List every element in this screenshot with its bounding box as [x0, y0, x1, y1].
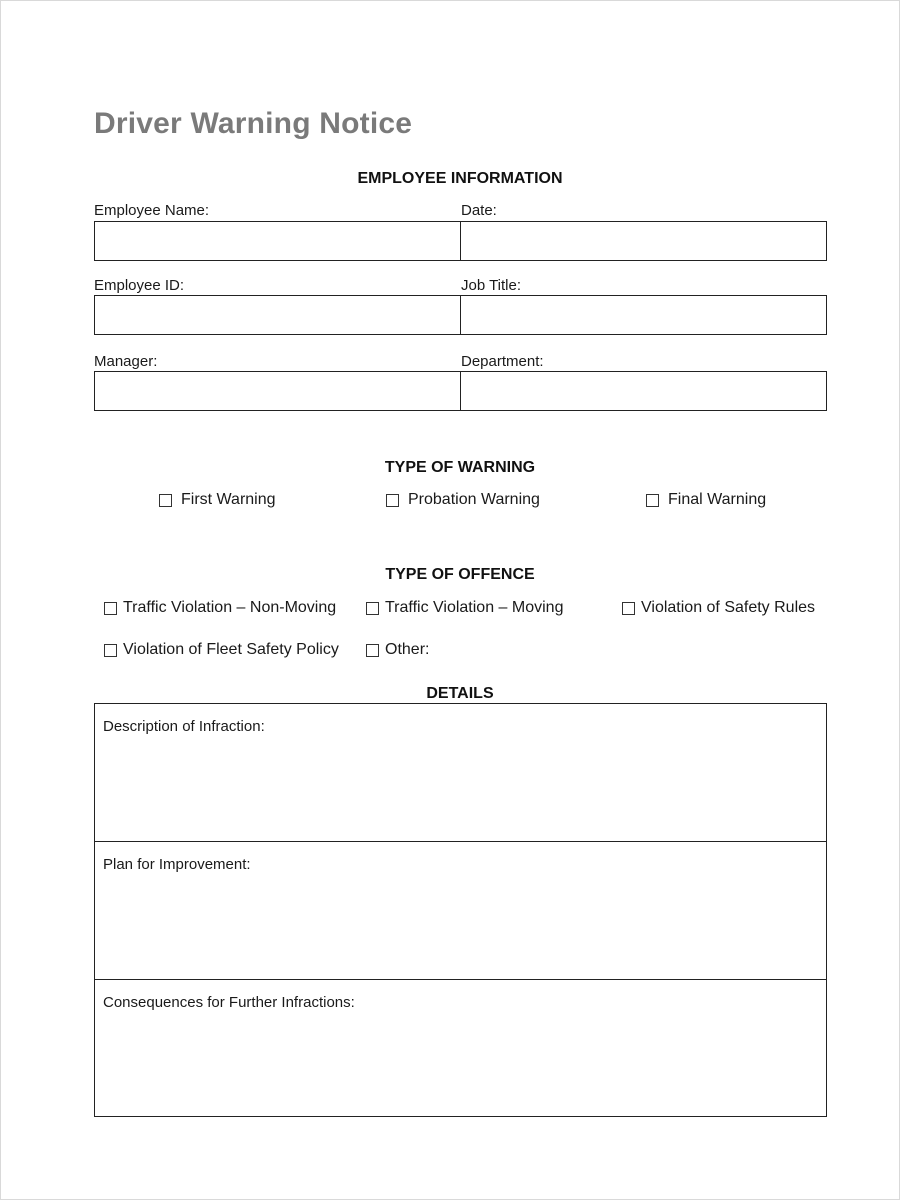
details-table — [94, 703, 827, 1117]
plan-for-improvement-label: Plan for Improvement: — [103, 856, 251, 873]
page-title: Driver Warning Notice — [94, 107, 413, 140]
plan-for-improvement-field[interactable] — [95, 842, 826, 980]
details-heading: DETAILS — [426, 685, 494, 702]
description-of-infraction-label: Description of Infraction: — [103, 718, 265, 735]
other-option[interactable] — [366, 641, 429, 659]
employee-id-label: Employee ID: — [94, 277, 185, 294]
traffic-moving-option[interactable] — [366, 599, 563, 617]
traffic-non-moving-option[interactable] — [104, 599, 336, 617]
employee-id-field[interactable] — [94, 295, 461, 335]
employee-name-field[interactable] — [94, 221, 461, 261]
probation-warning-label: Probation Warning — [408, 491, 540, 508]
manager-label: Manager: — [94, 353, 158, 370]
safety-rules-checkbox[interactable] — [622, 602, 635, 615]
traffic-moving-checkbox[interactable] — [366, 602, 379, 615]
final-warning-option[interactable] — [646, 491, 766, 509]
consequences-field[interactable] — [95, 980, 826, 1116]
final-warning-checkbox[interactable] — [646, 494, 659, 507]
description-of-infraction-field[interactable] — [95, 704, 826, 842]
manager-field[interactable] — [94, 371, 461, 411]
date-label: Date: — [461, 202, 497, 219]
first-warning-option[interactable] — [159, 491, 276, 509]
type-of-warning-heading: TYPE OF WARNING — [384, 459, 536, 476]
safety-rules-option[interactable] — [622, 599, 815, 617]
other-checkbox[interactable] — [366, 644, 379, 657]
department-field[interactable] — [460, 371, 828, 411]
department-label: Department: — [461, 353, 544, 370]
traffic-non-moving-checkbox[interactable] — [104, 602, 117, 615]
fleet-policy-checkbox[interactable] — [104, 644, 117, 657]
traffic-moving-label: Traffic Violation – Moving — [385, 599, 564, 616]
employee-information-heading: EMPLOYEE INFORMATION — [357, 170, 563, 187]
fleet-policy-label: Violation of Fleet Safety Policy — [123, 641, 339, 658]
other-label: Other: — [385, 641, 430, 658]
first-warning-checkbox[interactable] — [159, 494, 172, 507]
traffic-non-moving-label: Traffic Violation – Non-Moving — [123, 599, 337, 616]
probation-warning-option[interactable] — [386, 491, 540, 509]
fleet-policy-option[interactable] — [104, 641, 339, 659]
job-title-field[interactable] — [460, 295, 828, 335]
date-field[interactable] — [460, 221, 828, 261]
job-title-label: Job Title: — [461, 277, 522, 294]
type-of-offence-heading: TYPE OF OFFENCE — [385, 566, 535, 583]
safety-rules-label: Violation of Safety Rules — [641, 599, 816, 616]
consequences-label: Consequences for Further Infractions: — [103, 994, 355, 1011]
probation-warning-checkbox[interactable] — [386, 494, 399, 507]
final-warning-label: Final Warning — [668, 491, 767, 508]
first-warning-label: First Warning — [181, 491, 276, 508]
employee-name-label: Employee Name: — [94, 202, 210, 219]
